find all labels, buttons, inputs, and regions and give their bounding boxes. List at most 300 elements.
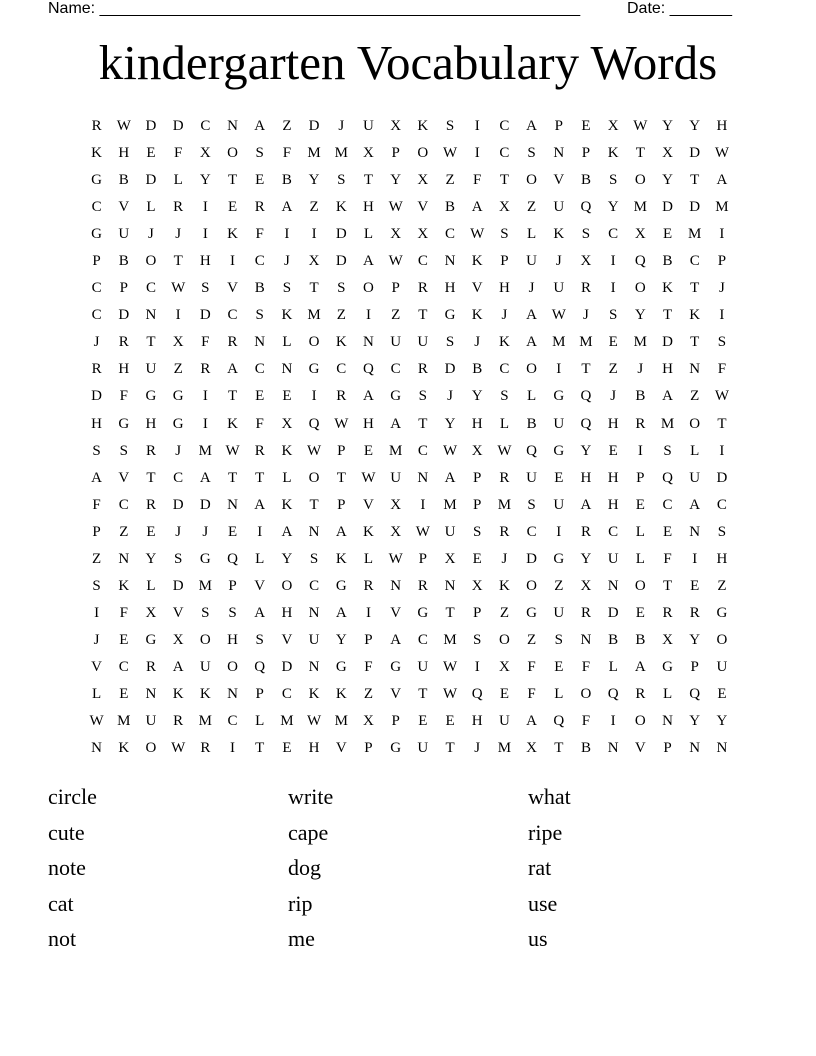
grid-letter[interactable]: T xyxy=(445,604,455,621)
grid-letter[interactable]: X xyxy=(199,145,211,162)
grid-letter[interactable]: Y xyxy=(444,415,456,432)
grid-letter[interactable]: I xyxy=(637,442,643,459)
grid-letter[interactable]: L xyxy=(635,550,645,567)
grid-letter[interactable]: H xyxy=(118,361,130,378)
grid-letter[interactable]: P xyxy=(119,280,128,297)
name-field-line[interactable]: Name: ______________________________________________________ xyxy=(48,0,581,17)
grid-letter[interactable]: W xyxy=(415,523,430,540)
grid-letter[interactable]: C xyxy=(526,523,537,540)
grid-letter[interactable]: Q xyxy=(363,361,374,378)
grid-letter[interactable]: H xyxy=(607,415,619,432)
grid-letter[interactable]: V xyxy=(281,631,293,648)
grid-letter[interactable]: N xyxy=(91,740,103,757)
grid-letter[interactable]: H xyxy=(227,631,238,648)
grid-letter[interactable]: E xyxy=(445,713,455,730)
grid-letter[interactable]: Q xyxy=(227,550,238,567)
grid-letter[interactable]: J xyxy=(93,334,100,351)
grid-letter[interactable]: O xyxy=(526,172,538,189)
grid-letter[interactable]: I xyxy=(284,226,290,243)
grid-letter[interactable]: I xyxy=(719,226,725,243)
grid-letter[interactable]: O xyxy=(281,577,293,594)
grid-letter[interactable]: A xyxy=(363,388,374,405)
grid-letter[interactable]: E xyxy=(554,469,564,486)
grid-letter[interactable]: U xyxy=(363,118,374,135)
grid-letter[interactable]: S xyxy=(201,280,210,297)
grid-letter[interactable]: E xyxy=(227,523,238,540)
grid-letter[interactable]: S xyxy=(255,631,264,648)
grid-letter[interactable]: B xyxy=(662,253,673,270)
grid-letter[interactable]: C xyxy=(662,496,673,513)
grid-letter[interactable]: R xyxy=(145,496,156,513)
grid-letter[interactable]: J xyxy=(202,523,209,540)
grid-letter[interactable]: K xyxy=(172,686,184,702)
grid-letter[interactable]: M xyxy=(633,199,648,216)
grid-letter[interactable]: U xyxy=(417,658,429,675)
grid-letter[interactable]: H xyxy=(498,280,510,297)
grid-letter[interactable]: E xyxy=(119,686,129,702)
grid-letter[interactable]: U xyxy=(145,713,157,730)
grid-letter[interactable]: R xyxy=(363,577,374,594)
grid-letter[interactable]: I xyxy=(610,253,616,270)
grid-letter[interactable]: E xyxy=(581,118,591,135)
grid-letter[interactable]: Z xyxy=(690,388,700,405)
grid-letter[interactable]: L xyxy=(255,713,265,730)
grid-letter[interactable]: E xyxy=(608,442,618,459)
grid-letter[interactable]: C xyxy=(336,361,347,378)
grid-letter[interactable]: N xyxy=(281,361,293,378)
grid-letter[interactable]: U xyxy=(444,523,456,540)
grid-letter[interactable]: X xyxy=(526,740,538,757)
grid-letter[interactable]: G xyxy=(172,415,184,432)
grid-letter[interactable]: S xyxy=(554,631,563,648)
grid-letter[interactable]: D xyxy=(172,577,184,594)
grid-letter[interactable]: A xyxy=(444,469,456,486)
grid-letter[interactable]: T xyxy=(309,496,319,513)
grid-letter[interactable]: C xyxy=(173,469,184,486)
grid-letter[interactable]: Q xyxy=(580,415,592,432)
grid-letter[interactable]: E xyxy=(499,686,509,702)
grid-letter[interactable]: G xyxy=(308,361,320,378)
grid-letter[interactable]: X xyxy=(390,118,402,135)
grid-letter[interactable]: N xyxy=(689,523,701,540)
grid-letter[interactable]: U xyxy=(553,415,565,432)
grid-letter[interactable]: W xyxy=(714,145,729,162)
grid-letter[interactable]: A xyxy=(91,469,103,486)
grid-letter[interactable]: C xyxy=(716,496,727,513)
grid-letter[interactable]: N xyxy=(308,604,320,621)
grid-letter[interactable]: K xyxy=(553,226,565,243)
grid-letter[interactable]: H xyxy=(716,118,728,135)
grid-letter[interactable]: O xyxy=(716,631,728,648)
grid-letter[interactable]: S xyxy=(581,226,591,243)
grid-letter[interactable]: T xyxy=(662,307,673,324)
grid-letter[interactable]: L xyxy=(527,226,537,243)
grid-letter[interactable]: L xyxy=(146,199,156,216)
grid-letter[interactable]: Y xyxy=(607,199,619,216)
grid-letter[interactable]: U xyxy=(145,361,157,378)
grid-letter[interactable]: C xyxy=(254,361,265,378)
grid-letter[interactable]: T xyxy=(662,577,673,594)
grid-letter[interactable]: Z xyxy=(554,577,564,594)
grid-letter[interactable]: L xyxy=(527,388,537,405)
grid-letter[interactable]: N xyxy=(227,496,238,513)
grid-letter[interactable]: J xyxy=(474,334,481,351)
grid-letter[interactable]: I xyxy=(719,442,725,459)
grid-letter[interactable]: H xyxy=(91,415,103,432)
grid-letter[interactable]: S xyxy=(608,307,618,324)
grid-letter[interactable]: J xyxy=(148,226,154,243)
grid-letter[interactable]: X xyxy=(662,631,673,648)
grid-letter[interactable]: B xyxy=(635,631,646,648)
grid-letter[interactable]: Z xyxy=(499,604,509,621)
grid-letter[interactable]: V xyxy=(118,469,130,486)
grid-letter[interactable]: L xyxy=(173,172,183,189)
grid-letter[interactable]: M xyxy=(117,713,131,730)
grid-letter[interactable]: A xyxy=(335,604,347,621)
grid-letter[interactable]: Y xyxy=(390,172,402,189)
grid-letter[interactable]: Z xyxy=(119,523,129,540)
grid-letter[interactable]: O xyxy=(145,740,157,757)
grid-letter[interactable]: R xyxy=(689,604,700,621)
grid-letter[interactable]: D xyxy=(172,118,184,135)
grid-letter[interactable]: E xyxy=(554,658,564,675)
grid-letter[interactable]: N xyxy=(308,658,320,675)
grid-letter[interactable]: X xyxy=(390,496,402,513)
grid-letter[interactable]: O xyxy=(145,253,157,270)
grid-letter[interactable]: S xyxy=(473,523,482,540)
grid-letter[interactable]: W xyxy=(470,226,485,243)
grid-letter[interactable]: G xyxy=(553,442,565,459)
grid-letter[interactable]: N xyxy=(689,361,701,378)
grid-letter[interactable]: Q xyxy=(689,686,701,702)
grid-letter[interactable]: X xyxy=(390,523,402,540)
grid-letter[interactable]: C xyxy=(145,280,156,297)
grid-letter[interactable]: T xyxy=(690,280,700,297)
grid-letter[interactable]: K xyxy=(118,740,130,757)
grid-letter[interactable]: U xyxy=(526,469,538,486)
grid-letter[interactable]: I xyxy=(230,253,236,270)
grid-letter[interactable]: A xyxy=(580,496,592,513)
grid-letter[interactable]: W xyxy=(89,713,104,730)
grid-letter[interactable]: X xyxy=(662,145,673,162)
grid-letter[interactable]: U xyxy=(199,658,211,675)
grid-letter[interactable]: R xyxy=(499,523,510,540)
grid-letter[interactable]: F xyxy=(717,361,727,378)
grid-letter[interactable]: D xyxy=(335,253,347,270)
grid-letter[interactable]: M xyxy=(198,442,213,459)
grid-letter[interactable]: K xyxy=(199,686,211,702)
grid-letter[interactable]: X xyxy=(145,604,157,621)
grid-letter[interactable]: E xyxy=(662,226,673,243)
grid-letter[interactable]: A xyxy=(254,118,266,135)
grid-letter[interactable]: X xyxy=(172,334,184,351)
grid-letter[interactable]: I xyxy=(311,226,317,243)
grid-letter[interactable]: B xyxy=(118,172,129,189)
grid-letter[interactable]: A xyxy=(526,713,538,730)
grid-letter[interactable]: U xyxy=(553,280,565,297)
grid-letter[interactable]: D xyxy=(199,307,211,324)
grid-letter[interactable]: I xyxy=(474,145,480,162)
grid-letter[interactable]: Y xyxy=(662,172,673,189)
grid-letter[interactable]: X xyxy=(308,253,320,270)
grid-letter[interactable]: I xyxy=(692,550,698,567)
grid-letter[interactable]: B xyxy=(526,415,537,432)
grid-letter[interactable]: O xyxy=(227,145,238,162)
grid-letter[interactable]: K xyxy=(471,253,483,270)
grid-letter[interactable]: K xyxy=(281,496,293,513)
grid-letter[interactable]: W xyxy=(171,740,186,757)
grid-letter[interactable]: C xyxy=(390,361,401,378)
grid-letter[interactable]: O xyxy=(363,280,374,297)
grid-letter[interactable]: T xyxy=(418,415,428,432)
grid-letter[interactable]: R xyxy=(417,577,428,594)
grid-letter[interactable]: Q xyxy=(607,686,619,702)
grid-letter[interactable]: P xyxy=(92,523,101,540)
grid-letter[interactable]: O xyxy=(308,469,320,486)
grid-letter[interactable]: E xyxy=(418,713,428,730)
grid-letter[interactable]: N xyxy=(363,334,374,351)
grid-letter[interactable]: Z xyxy=(282,118,292,135)
grid-letter[interactable]: N xyxy=(662,713,673,730)
grid-letter[interactable]: Q xyxy=(471,686,483,702)
grid-letter[interactable]: C xyxy=(417,631,428,648)
grid-letter[interactable]: N xyxy=(607,740,619,757)
grid-letter[interactable]: E xyxy=(662,523,673,540)
grid-letter[interactable]: G xyxy=(390,740,402,757)
grid-letter[interactable]: G xyxy=(390,658,402,675)
grid-letter[interactable]: A xyxy=(281,523,293,540)
grid-letter[interactable]: F xyxy=(527,658,536,675)
grid-letter[interactable]: U xyxy=(553,199,565,216)
grid-letter[interactable]: K xyxy=(607,145,619,162)
grid-letter[interactable]: U xyxy=(526,253,538,270)
grid-letter[interactable]: X xyxy=(634,226,646,243)
grid-letter[interactable]: P xyxy=(690,658,699,675)
grid-letter[interactable]: T xyxy=(227,469,238,486)
grid-letter[interactable]: J xyxy=(501,550,508,567)
grid-letter[interactable]: J xyxy=(528,280,535,297)
grid-letter[interactable]: T xyxy=(255,740,265,757)
grid-letter[interactable]: C xyxy=(417,442,428,459)
grid-letter[interactable]: H xyxy=(716,550,728,567)
grid-letter[interactable]: K xyxy=(471,307,483,324)
grid-letter[interactable]: V xyxy=(634,740,646,757)
grid-letter[interactable]: A xyxy=(254,604,266,621)
grid-letter[interactable]: X xyxy=(498,658,510,675)
grid-letter[interactable]: T xyxy=(227,172,238,189)
grid-letter[interactable]: S xyxy=(717,334,727,351)
grid-letter[interactable]: P xyxy=(391,713,400,730)
grid-letter[interactable]: C xyxy=(254,253,265,270)
grid-letter[interactable]: U xyxy=(118,226,130,243)
grid-letter[interactable]: P xyxy=(418,550,428,567)
grid-letter[interactable]: C xyxy=(91,307,102,324)
grid-letter[interactable]: G xyxy=(91,226,103,243)
grid-letter[interactable]: I xyxy=(474,658,480,675)
grid-letter[interactable]: Y xyxy=(580,442,592,459)
grid-letter[interactable]: J xyxy=(175,523,182,540)
grid-letter[interactable]: J xyxy=(283,253,290,270)
grid-letter[interactable]: R xyxy=(336,388,347,405)
grid-letter[interactable]: M xyxy=(497,740,512,757)
grid-letter[interactable]: Q xyxy=(308,415,320,432)
grid-letter[interactable]: E xyxy=(119,631,129,648)
grid-letter[interactable]: P xyxy=(500,253,509,270)
grid-letter[interactable]: A xyxy=(227,361,238,378)
grid-letter[interactable]: W xyxy=(442,686,458,702)
grid-letter[interactable]: I xyxy=(202,199,208,216)
grid-letter[interactable]: M xyxy=(715,199,729,216)
grid-letter[interactable]: S xyxy=(445,118,455,135)
grid-letter[interactable]: W xyxy=(442,442,458,459)
grid-letter[interactable]: T xyxy=(363,172,374,189)
grid-letter[interactable]: H xyxy=(607,469,619,486)
grid-letter[interactable]: R xyxy=(580,604,591,621)
grid-letter[interactable]: U xyxy=(607,550,619,567)
grid-letter[interactable]: I xyxy=(202,415,208,432)
grid-letter[interactable]: Z xyxy=(363,686,374,702)
grid-letter[interactable]: T xyxy=(499,172,509,189)
grid-letter[interactable]: I xyxy=(474,118,480,135)
grid-letter[interactable]: V xyxy=(118,199,130,216)
grid-letter[interactable]: P xyxy=(391,280,400,297)
grid-letter[interactable]: S xyxy=(282,280,292,297)
grid-letter[interactable]: P xyxy=(228,577,237,594)
grid-letter[interactable]: W xyxy=(497,442,512,459)
grid-letter[interactable]: H xyxy=(363,415,374,432)
grid-letter[interactable]: V xyxy=(390,686,402,702)
grid-letter[interactable]: D xyxy=(199,496,211,513)
grid-letter[interactable]: Z xyxy=(445,172,455,189)
grid-letter[interactable]: F xyxy=(581,713,591,730)
grid-letter[interactable]: F xyxy=(581,658,591,675)
grid-letter[interactable]: T xyxy=(418,686,428,702)
grid-letter[interactable]: F xyxy=(201,334,210,351)
grid-letter[interactable]: Z xyxy=(173,361,183,378)
grid-letter[interactable]: Y xyxy=(199,172,211,189)
grid-letter[interactable]: S xyxy=(445,334,455,351)
grid-letter[interactable]: K xyxy=(335,686,347,702)
grid-letter[interactable]: I xyxy=(257,523,263,540)
grid-letter[interactable]: L xyxy=(282,334,292,351)
grid-letter[interactable]: L xyxy=(499,415,509,432)
grid-letter[interactable]: C xyxy=(608,226,619,243)
grid-letter[interactable]: J xyxy=(175,226,182,243)
grid-letter[interactable]: C xyxy=(499,118,510,135)
grid-letter[interactable]: L xyxy=(554,686,564,702)
grid-letter[interactable]: B xyxy=(635,388,646,405)
grid-letter[interactable]: C xyxy=(227,713,238,730)
grid-letter[interactable]: K xyxy=(662,280,673,297)
grid-letter[interactable]: C xyxy=(417,253,428,270)
grid-letter[interactable]: I xyxy=(202,226,208,243)
grid-letter[interactable]: E xyxy=(608,334,618,351)
grid-letter[interactable]: E xyxy=(472,550,482,567)
grid-letter[interactable]: E xyxy=(363,442,374,459)
grid-letter[interactable]: X xyxy=(580,253,592,270)
grid-letter[interactable]: A xyxy=(254,496,266,513)
grid-letter[interactable]: R xyxy=(499,469,510,486)
grid-letter[interactable]: G xyxy=(553,388,565,405)
grid-letter[interactable]: Y xyxy=(716,713,728,730)
grid-letter[interactable]: K xyxy=(227,415,238,432)
grid-letter[interactable]: J xyxy=(474,740,481,757)
grid-letter[interactable]: V xyxy=(227,280,238,297)
grid-letter[interactable]: B xyxy=(608,631,619,648)
grid-letter[interactable]: J xyxy=(583,307,589,324)
grid-letter[interactable]: F xyxy=(119,388,128,405)
grid-letter[interactable]: L xyxy=(363,226,374,243)
grid-letter[interactable]: X xyxy=(471,442,483,459)
grid-letter[interactable]: O xyxy=(634,713,646,730)
grid-letter[interactable]: F xyxy=(255,226,264,243)
grid-letter[interactable]: S xyxy=(527,145,536,162)
grid-letter[interactable]: U xyxy=(689,469,701,486)
grid-letter[interactable]: L xyxy=(146,577,156,594)
grid-letter[interactable]: Y xyxy=(308,172,320,189)
grid-letter[interactable]: K xyxy=(498,577,510,594)
grid-letter[interactable]: K xyxy=(363,523,374,540)
grid-letter[interactable]: G xyxy=(444,307,456,324)
grid-letter[interactable]: X xyxy=(281,415,293,432)
grid-letter[interactable]: B xyxy=(281,172,292,189)
grid-letter[interactable]: W xyxy=(714,388,729,405)
grid-letter[interactable]: Y xyxy=(689,118,701,135)
grid-letter[interactable]: S xyxy=(92,577,101,594)
grid-letter[interactable]: T xyxy=(690,334,700,351)
grid-letter[interactable]: G xyxy=(716,604,728,621)
grid-letter[interactable]: K xyxy=(498,334,510,351)
grid-letter[interactable]: O xyxy=(634,577,646,594)
grid-letter[interactable]: D xyxy=(145,118,157,135)
grid-letter[interactable]: C xyxy=(309,577,320,594)
grid-letter[interactable]: X xyxy=(580,577,592,594)
grid-letter[interactable]: T xyxy=(717,415,727,432)
grid-letter[interactable]: X xyxy=(417,172,429,189)
grid-letter[interactable]: P xyxy=(636,469,645,486)
grid-letter[interactable]: R xyxy=(227,334,238,351)
grid-letter[interactable]: A xyxy=(335,523,347,540)
grid-letter[interactable]: Q xyxy=(254,658,266,675)
grid-letter[interactable]: W xyxy=(442,658,458,675)
grid-letter[interactable]: K xyxy=(281,307,293,324)
grid-letter[interactable]: U xyxy=(716,658,728,675)
grid-letter[interactable]: K xyxy=(417,118,429,135)
grid-letter[interactable]: V xyxy=(254,577,266,594)
grid-letter[interactable]: T xyxy=(309,280,319,297)
grid-letter[interactable]: X xyxy=(498,199,510,216)
grid-letter[interactable]: I xyxy=(365,307,371,324)
grid-letter[interactable]: P xyxy=(92,253,101,270)
grid-letter[interactable]: P xyxy=(473,496,482,513)
grid-letter[interactable]: C xyxy=(118,496,129,513)
grid-letter[interactable]: T xyxy=(255,469,265,486)
grid-letter[interactable]: C xyxy=(200,118,211,135)
grid-letter[interactable]: Z xyxy=(608,361,618,378)
grid-letter[interactable]: I xyxy=(202,388,208,405)
grid-letter[interactable]: S xyxy=(228,604,237,621)
grid-letter[interactable]: N xyxy=(118,550,130,567)
grid-letter[interactable]: S xyxy=(527,496,536,513)
grid-letter[interactable]: D xyxy=(335,226,347,243)
grid-letter[interactable]: U xyxy=(390,469,402,486)
grid-letter[interactable]: D xyxy=(444,361,456,378)
grid-letter[interactable]: E xyxy=(255,388,265,405)
grid-letter[interactable]: S xyxy=(119,442,128,459)
grid-letter[interactable]: R xyxy=(118,334,129,351)
grid-letter[interactable]: P xyxy=(554,118,563,135)
grid-letter[interactable]: U xyxy=(553,496,565,513)
